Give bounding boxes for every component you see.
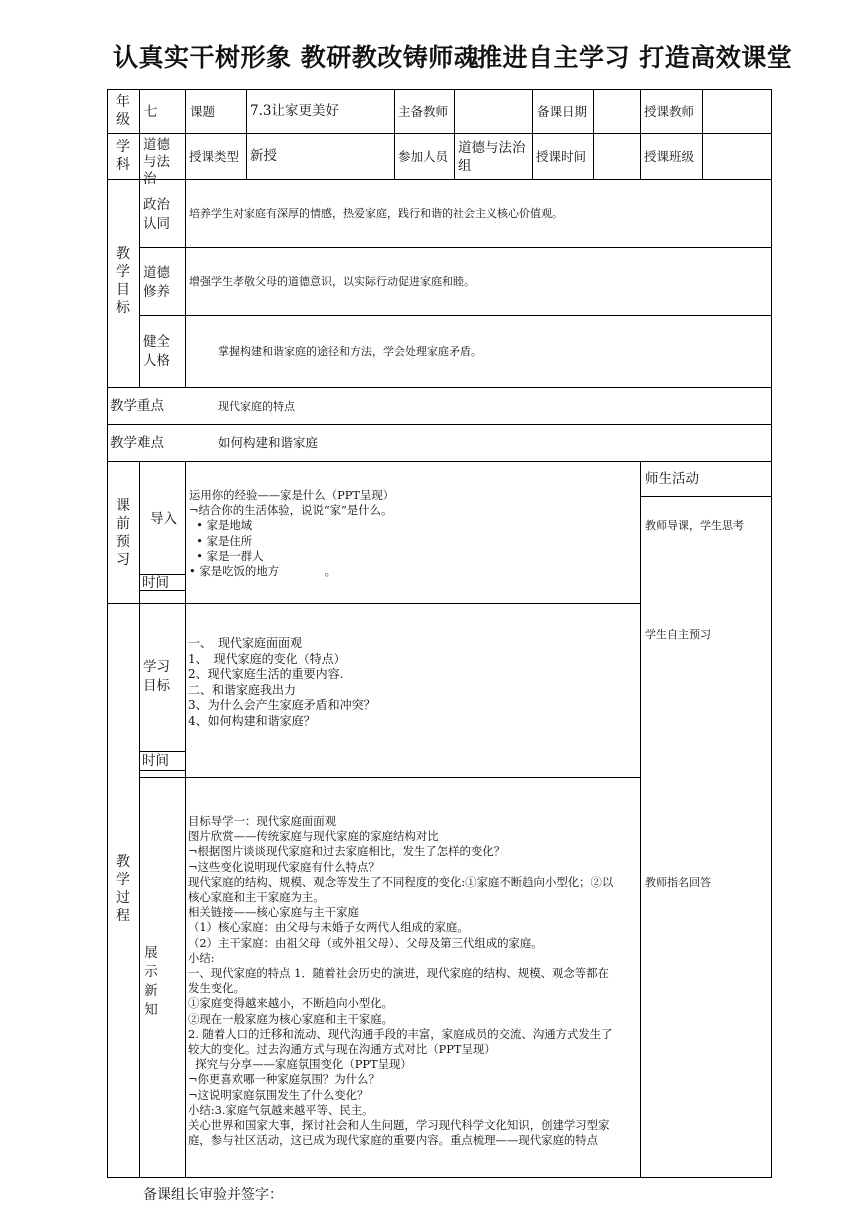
objective-line: 2、现代家庭生活的重要内容. — [188, 667, 344, 682]
rule-c4 — [394, 89, 395, 179]
lesson-type-value: 新授 — [250, 148, 277, 164]
rule-c3 — [246, 89, 247, 179]
process-section-label: 教学过程 — [116, 854, 130, 924]
difficulty-text: 如何构建和谐家庭 — [218, 435, 319, 450]
rule-row2 — [107, 179, 772, 180]
teacher-label: 授课教师 — [644, 104, 695, 119]
preview-time-label: 时间 — [142, 575, 169, 591]
participants-label: 参加人员 — [398, 149, 449, 164]
difficulty-label: 教学难点 — [110, 435, 164, 451]
new-knowledge-label: 展示新知 — [144, 945, 158, 1018]
rule-c6 — [532, 89, 533, 179]
body-line: 一、现代家庭的特点 1．随着社会历史的演进，现代家庭的结构、规模、观念等都在 — [188, 966, 609, 981]
rule-right — [771, 89, 772, 1178]
body-line: ¬这些变化说明现代家庭有什么特点？ — [188, 859, 380, 874]
rule-activity-left — [640, 461, 641, 1178]
rule-goal1 — [139, 247, 772, 248]
preview-line: • 家是吃饭的地方 。 — [189, 564, 337, 579]
lead-teacher-label: 主备教师 — [398, 104, 449, 119]
rule-c2-bottom — [185, 461, 186, 1178]
objective-line: 4、如何构建和谐家庭？ — [188, 713, 316, 728]
activity-header: 师生活动 — [645, 471, 699, 487]
moral-text: 增强学生孝敬父母的道德意识，以实际行动促进家庭和睦。 — [189, 275, 475, 288]
objective-line: 一、 现代家庭面面观 — [188, 636, 303, 650]
body-line: 小结: — [188, 950, 215, 965]
new-knowledge-body — [188, 814, 613, 1148]
preview-section-label: 课前预习 — [116, 498, 130, 568]
class-label: 授课班级 — [644, 149, 695, 164]
rule-key — [107, 424, 772, 425]
body-line: ②现在一般家庭为核心家庭和主干家庭。 — [188, 1011, 394, 1026]
banner-right: 推进自主学习 打造高效课堂 — [477, 43, 793, 72]
rule-goal2 — [139, 315, 772, 316]
preview-line: • 家是住所 — [189, 533, 253, 548]
body-line: （2）主干家庭：由祖父母（或外祖父母）、父母及第三代组成的家庭。 — [188, 935, 543, 950]
body-line: 小结:3.家庭气氛越来越平等、民主。 — [188, 1102, 374, 1117]
activity-teacher-intro: 教师导课，学生思考 — [645, 519, 744, 532]
preview-line: ¬结合你的生活体验，说说“家”是什么。 — [189, 503, 393, 518]
body-line: （1）核心家庭：由父母与未婚子女两代人组成的家庭。 — [188, 920, 469, 935]
banner-left: 认真实干树形象 教研教改铸师魂 — [113, 43, 480, 72]
rule-top — [107, 89, 772, 90]
objective-line: 二、和谐家庭我出力 — [188, 682, 297, 697]
lesson-type-label: 授课类型 — [189, 149, 240, 164]
body-line: 现代家庭的结构、规模、观念等发生了不同程度的变化:①家庭不断趋向小型化；②以 — [188, 874, 614, 889]
preview-line: • 家是地域 — [189, 518, 253, 533]
rule-obj-end — [139, 777, 640, 778]
rule-c1-bottom — [139, 461, 140, 1178]
rule-goals-end — [107, 387, 772, 388]
rule-c7 — [593, 89, 594, 179]
preview-line: • 家是一群人 — [189, 548, 264, 563]
body-line: 2. 随着人口的迁移和流动、现代沟通手段的丰富，家庭成员的交流、沟通方式发生了 — [188, 1026, 613, 1041]
body-line: 关心世界和国家大事，探讨社会和人生问题，学习现代科学文化知识，创建学习型家 — [188, 1118, 610, 1133]
body-line: 探究与分享——家庭氛围变化（PPT呈现） — [188, 1057, 412, 1072]
participants-value: 道德与法治组 — [458, 140, 526, 174]
rule-c9 — [702, 89, 703, 179]
body-line: 庭，参与社区活动，这已成为现代家庭的重要内容。重点梳理——现代家庭的特点 — [188, 1133, 599, 1148]
activity-self-preview: 学生自主预习 — [645, 628, 711, 641]
objectives-label: 学习目标 — [143, 659, 170, 694]
rule-diff — [107, 461, 772, 462]
time-label: 授课时间 — [536, 149, 587, 164]
rule-row1 — [107, 133, 772, 134]
moral-label: 道德修养 — [143, 265, 170, 300]
rule-bottom — [107, 1177, 772, 1178]
preview-body — [189, 488, 394, 579]
body-line: 图片欣赏——传统家庭与现代家庭的家庭结构对比 — [188, 829, 439, 844]
body-line: ¬根据图片谈谈现代家庭和过去家庭相比，发生了怎样的变化？ — [188, 844, 506, 859]
footer-sign-label: 备课组长审验并签字： — [143, 1187, 283, 1203]
goals-section-label: 教学目标 — [116, 246, 130, 316]
rule-activity-head — [640, 496, 772, 497]
objective-line: 1、 现代家庭的变化（特点） — [188, 651, 346, 666]
topic-value: 7.3让家更美好 — [250, 103, 339, 119]
political-text: 培养学生对家庭有深厚的情感，热爱家庭，践行和谐的社会主义核心价值观。 — [189, 207, 563, 220]
banner — [0, 38, 860, 78]
rule-c1-top — [139, 89, 140, 387]
body-line: 核心家庭和主干家庭为主。 — [188, 890, 325, 905]
key-point-label: 教学重点 — [110, 398, 164, 414]
objectives-time-label: 时间 — [142, 753, 169, 769]
body-line: 发生变化。 — [188, 981, 245, 996]
rule-obj-time-b — [139, 770, 186, 771]
rule-left — [107, 89, 108, 1178]
key-point-text: 现代家庭的特点 — [218, 400, 295, 413]
body-line: ¬这说明家庭氛围发生了什么变化？ — [188, 1087, 369, 1102]
body-line: ¬你更喜欢哪一种家庭氛围？为什么？ — [188, 1072, 380, 1087]
subject-label: 学科 — [116, 139, 130, 173]
topic-label: 课题 — [190, 104, 216, 119]
political-label: 政治认同 — [143, 197, 170, 232]
body-line: 相关链接——核心家庭与主干家庭 — [188, 905, 359, 920]
grade-value: 七 — [144, 104, 158, 120]
rule-preview-end — [107, 603, 640, 604]
objective-line: 3、为什么会产生家庭矛盾和冲突？ — [188, 698, 376, 713]
rule-c8 — [640, 89, 641, 179]
rule-c5 — [454, 89, 455, 179]
objectives-body — [188, 636, 376, 730]
body-line: 目标导学一：现代家庭面面观 — [188, 814, 337, 828]
activity-teacher-call: 教师指名回答 — [645, 876, 711, 889]
personality-label: 健全人格 — [143, 334, 170, 369]
subject-value: 道德与法治 — [143, 137, 170, 187]
prep-date-label: 备课日期 — [537, 104, 588, 119]
rule-c2-top — [185, 89, 186, 387]
personality-text: 掌握构建和谐家庭的途径和方法，学会处理家庭矛盾。 — [218, 345, 482, 358]
preview-line: 运用你的经验——家是什么（PPT呈现） — [189, 488, 395, 502]
intro-label: 导入 — [150, 511, 177, 527]
body-line: 较大的变化。过去沟通方式与现在沟通方式对比（PPT呈现） — [188, 1042, 496, 1057]
grade-label: 年级 — [116, 94, 130, 128]
body-line: ①家庭变得越来越小，不断趋向小型化。 — [188, 996, 394, 1011]
